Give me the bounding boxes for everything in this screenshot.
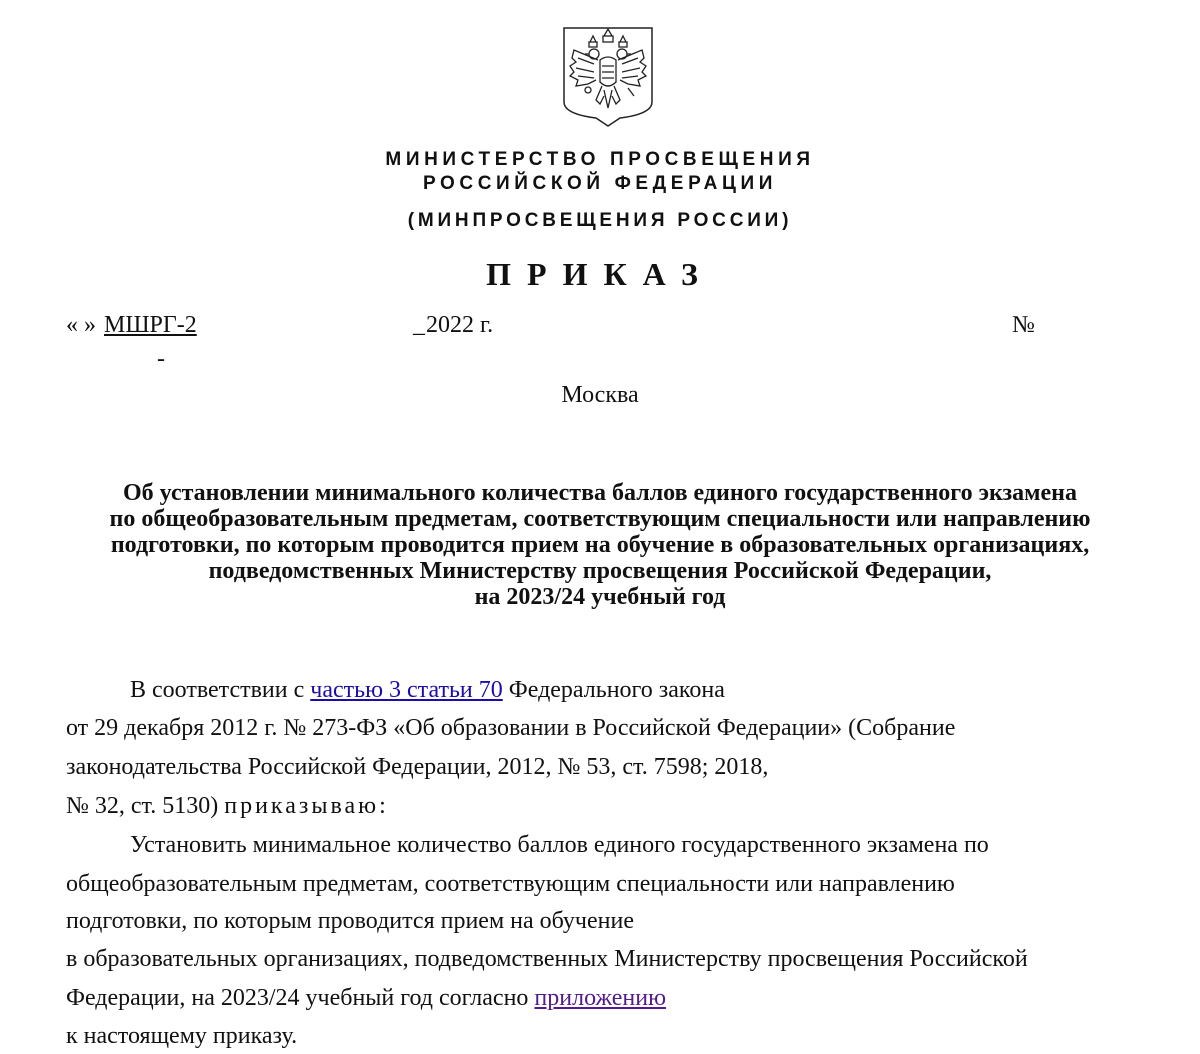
title-line: Об установлении минимального количества баллов единого государственного экзамена	[123, 480, 1077, 506]
date-year: 2022 г.	[426, 312, 494, 338]
title-line: подготовки, по которым проводится прием на обучение в образовательных организациях,	[110, 532, 1090, 558]
ministry-short-name: (МИНПРОСВЕЩЕНИЯ РОССИИ)	[407, 210, 793, 231]
body-line: подготовки, по которым проводится прием на обучение	[66, 908, 634, 934]
body-line	[66, 983, 666, 1013]
body-line: к настоящему приказу.	[66, 1023, 298, 1049]
body-line	[130, 675, 725, 705]
title-line: на 2023/24 учебный год	[474, 584, 726, 610]
law-article-link[interactable]: частью 3 статьи 70	[310, 677, 503, 703]
title-line: подведомственных Министерству просвещения Российской Федерации,	[208, 558, 992, 584]
ministry-name-line2: РОССИЙСКОЙ ФЕДЕРАЦИИ	[422, 173, 777, 194]
body-line	[66, 791, 389, 821]
date-quotes: « »	[66, 312, 96, 338]
body-text: № 32, ст. 5130)	[66, 793, 225, 819]
body-line: общеобразовательным предметам, соответствующим специальности или направлению	[66, 871, 955, 897]
document-type-heading: ПРИКАЗ	[486, 256, 714, 292]
title-line: по общеобразовательным предметам, соответствующим специальности или направлению	[109, 506, 1091, 532]
number-sign: №	[1012, 312, 1035, 338]
body-text: Федерации, на 2023/24 учебный год согласно	[66, 985, 535, 1011]
city-name: Москва	[561, 382, 639, 408]
body-line: от 29 декабря 2012 г. № 273-ФЗ «Об образовании в Российской Федерации» (Собрание	[66, 715, 956, 741]
body-line: Установить минимальное количество баллов единого государственного экзамена по	[130, 832, 989, 858]
ministry-name-line1: МИНИСТЕРСТВО ПРОСВЕЩЕНИЯ	[385, 149, 815, 170]
date-dash: -	[157, 346, 165, 372]
coat-of-arms-emblem	[560, 24, 656, 128]
order-word: приказываю:	[224, 793, 389, 819]
body-line: законодательства Российской Федерации, 2012, № 53, ст. 7598; 2018,	[66, 754, 769, 780]
appendix-link[interactable]: приложению	[534, 985, 667, 1011]
date-field: МШРГ-2	[104, 312, 197, 338]
document-title	[40, 480, 1160, 610]
body-line: в образовательных организациях, подведомственных Министерству просвещения Российской	[66, 946, 1028, 972]
body-text: В соответствии с	[130, 677, 311, 703]
date-underscore: _	[413, 312, 425, 338]
body-text: Федерального закона	[502, 677, 725, 703]
